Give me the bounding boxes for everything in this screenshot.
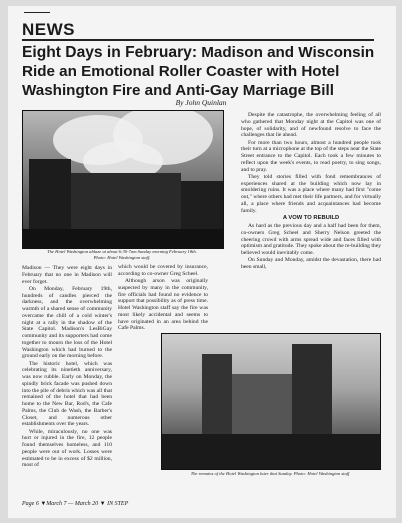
headline-lead: Eight Days in February: [22,44,198,61]
paragraph: They told stories filled with fond remembrances of experiences shared at the building which now lay in smoldering ruins. It was a place where many had first "come out," where others had met their life partners, and for virtually all, a place where friends and acquaintances had become family. [241,173,381,214]
paragraph: On Sunday and Monday, amidst the devastation, there had been small, [241,257,381,270]
byline: By John Quinlan [175,98,227,107]
section-label: NEWS [22,20,75,39]
page-footer: Page 6 ▼March 7 — March 20 ▼ IN STEP [22,501,129,507]
top-rule [24,12,50,13]
photo1-credit: Photo: Hotel Washington staff. [93,255,151,260]
paragraph: which would be covered by insurance, according to co-owner Greg Scheel. [118,264,208,277]
paragraph: As hard as the previous day and a half had been for them, co-owners Greg Scheel and Sherry Nelson greeted the cheering crowd with arms spread wide and faces filled with optimism and gratitude. They spoke about the re-building they believed would inevitably come. [241,223,381,256]
headline [22,43,382,100]
photo1-caption-text: The Hotel Washington ablaze at about 6:30-7am Sunday morning February 18th. [47,249,197,254]
hotel-fire-photo [22,110,224,249]
paragraph: On Monday, February 19th, hundreds of candles pierced the darkness, and the overwhelming warmth of a shared sense of community overcame the chill of a cold winter's night at a rally in the shadow of the State Capitol. Madison's LesBiGay community and its supporters had come together to mourn the loss of the Hotel Washington which had burned to the ground early on the morning before. [22,285,112,360]
paragraph: For more than two hours, almost a hundred people took their turn at a microphone at the top of the steps near the State Street entrance to the Capitol. Each took a few minutes to reflect upon the week's events, to read poetry, to sing songs, and to pray. [241,139,381,173]
paragraph: Madison — They were eight days in February that no one in Madison will ever forget. [22,265,112,285]
column-1 [22,265,112,470]
subheading: A VOW TO REBUILD [282,215,340,222]
photo1-caption [22,249,222,261]
paragraph: While, miraculously, no one was hurt or injured in the fire, 12 people found themselves homeless, and 110 people were out of work. Losses were estimated to be in excess of $2 million, most of [22,428,112,469]
paragraph: Although arson was originally suspected by many in the community, fire officials had found no evidence to support that possibility as of press time. Hotel Washington staff say the fire was most likely accidental and seems to have originated in an area behind the Cafe Palms. [118,278,208,332]
headline-rest: Madison and Wisconsin Ride an Emotional Roller Coaster with Hotel Washington Fire and Anti-Gay Marriage Bill [22,44,375,99]
hotel-remains-photo [161,333,381,470]
paragraph: The historic hotel, which was celebrating its ninetieth anniversary, was now rubble. Early on Monday, the spindly brick facade was pushed down into the pile of debris which was all that remained of the hotel that had been home to the New Bar, Rod's, the Cafe Palms, the Club de Wash, the Barber's Closet, and numerous other establishments over the years. [22,360,112,428]
photo2-caption: The remains of the Hotel Washington later that Sunday. Photo: Hotel Washington staff [190,471,350,476]
column-3 [241,112,381,271]
column-2 [118,264,208,333]
paragraph: Despite the catastrophe, the overwhelming feeling of all who gathered that Monday night at the Capitol was one of hope, of solidarity, and of newfound resolve to face the challenges that lie ahead. [241,112,381,139]
section-rule [22,39,374,41]
